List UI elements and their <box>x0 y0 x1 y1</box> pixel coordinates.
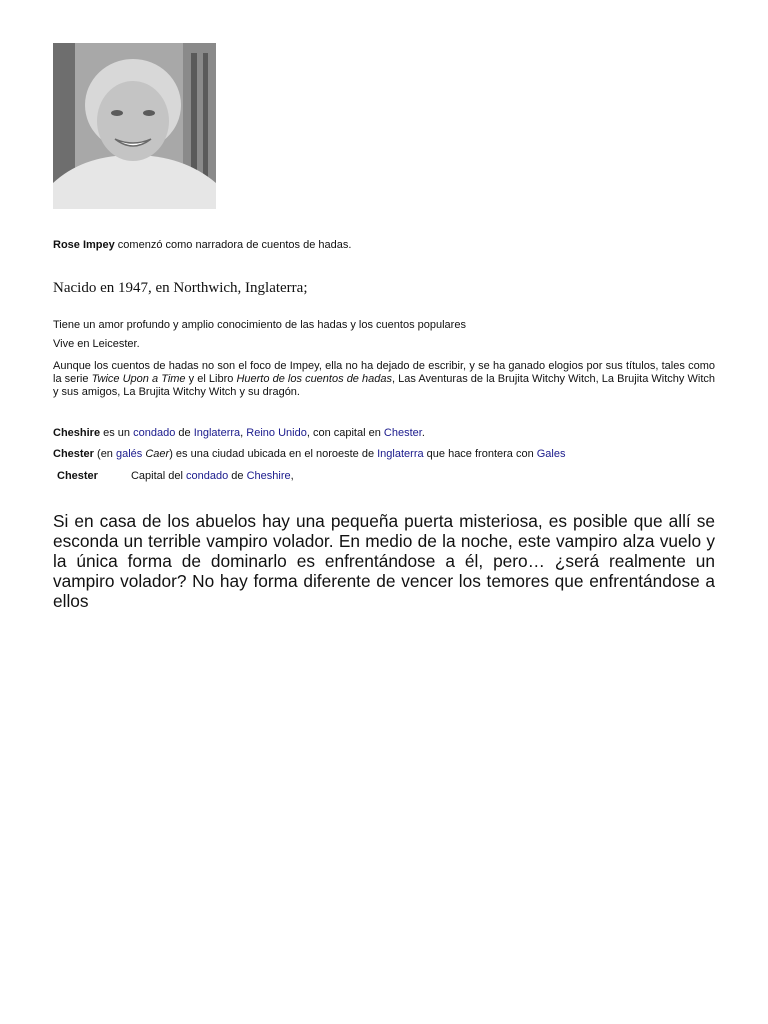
career-text-c: y el Libro <box>185 373 237 385</box>
link-inglaterra-2[interactable]: Inglaterra <box>377 448 424 460</box>
link-inglaterra[interactable]: Inglaterra <box>193 427 241 439</box>
career-text-e: , Las Aventuras de la Brujita Witchy Witch, La Brujita Witchy Witch y sus amigos, La Brujita Witchy Witch y su dragón. <box>53 373 716 398</box>
cheshire-text-5: . <box>421 427 425 439</box>
chester-text-3: ) es una ciudad ubicada en el noroeste de <box>169 448 378 460</box>
chester-row-text-3: , <box>290 470 294 482</box>
intro-text: comenzó como narradora de cuentos de hadas. <box>114 239 352 251</box>
cheshire-name: Cheshire <box>53 427 101 439</box>
love-line: Tiene un amor profundo y amplio conocimiento de las hadas y los cuentos populares <box>53 319 466 331</box>
birth-line: Nacido en 1947, en Northwich, Inglaterra; <box>53 280 308 296</box>
chester-line <box>53 448 566 461</box>
link-condado[interactable]: condado <box>133 427 176 439</box>
link-chester[interactable]: Chester <box>383 427 422 439</box>
chester-name: Chester <box>53 448 94 460</box>
link-gales[interactable]: Gales <box>536 448 566 460</box>
cheshire-text-3: , <box>240 427 247 439</box>
intro-line <box>53 239 351 252</box>
welsh-name: Caer <box>145 448 170 460</box>
author-photo <box>53 43 216 209</box>
chester-text-1: (en <box>93 448 116 460</box>
cheshire-line <box>53 427 425 440</box>
link-gales-lang[interactable]: galés <box>115 448 143 460</box>
link-reino-unido[interactable]: Reino Unido <box>246 427 307 439</box>
chester-row-name: Chester <box>57 470 98 482</box>
link-cheshire[interactable]: Cheshire <box>246 470 291 482</box>
cheshire-text-4: , con capital en <box>306 427 384 439</box>
chester-text-4: que hace frontera con <box>423 448 537 460</box>
chester-capital-row <box>57 470 294 483</box>
book-title: Huerto de los cuentos de hadas <box>236 373 392 385</box>
residence-line: Vive en Leicester. <box>53 338 140 350</box>
cheshire-text-2: de <box>175 427 194 439</box>
chester-row-text-2: de <box>228 470 247 482</box>
author-name: Rose Impey <box>53 239 115 251</box>
career-text-a: Aunque los cuentos de hadas no son el foco de Impey, ella no ha dejado de escribir, y se ha ganado elogios por sus títulos, tales como la serie <box>53 360 715 385</box>
link-condado-2[interactable]: condado <box>186 470 229 482</box>
chester-row-text-1: Capital del <box>130 470 187 482</box>
cheshire-text-1: es un <box>100 427 134 439</box>
portrait-illustration <box>53 43 216 209</box>
book-synopsis: Si en casa de los abuelos hay una pequeña puerta misteriosa, es posible que allí se esconda un terrible vampiro volador. En medio de la noche, este vampiro alza vuelo y la única forma de dominarlo es enfrentándose a él, pero… ¿será realmente un vampiro volador? No hay forma diferente de vencer los temores que enfrentándose a ellos <box>53 511 715 611</box>
career-paragraph <box>53 360 715 399</box>
series-title: Twice Upon a Time <box>91 373 186 385</box>
